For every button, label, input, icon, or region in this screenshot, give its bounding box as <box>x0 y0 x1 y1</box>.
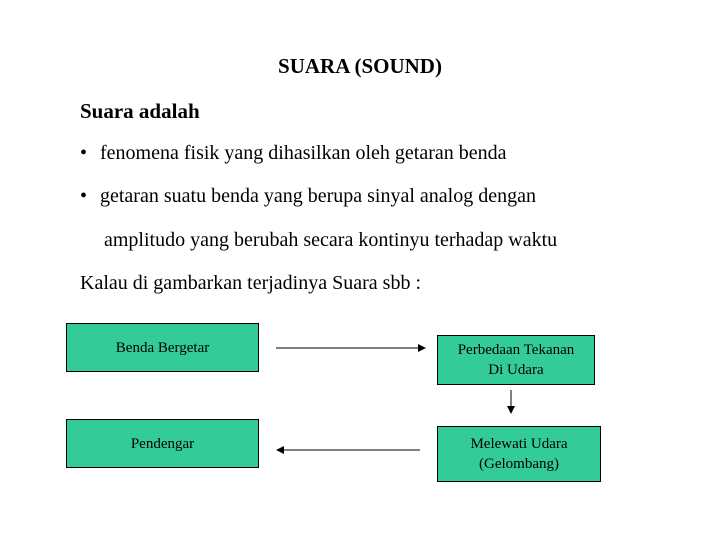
slide-title: SUARA (SOUND) <box>278 54 442 78</box>
intro-line: Kalau di gambarkan terjadinya Suara sbb : <box>80 272 421 294</box>
box-label-perbedaan-line2: Di Udara <box>488 362 544 378</box>
slide-subtitle: Suara adalah <box>80 99 200 123</box>
bullet-text-2: getaran suatu benda yang berupa sinyal analog dengan <box>100 185 536 207</box>
bullet-marker: • <box>80 185 88 207</box>
bullet-continuation: amplitudo yang berubah secara kontinyu terhadap waktu <box>104 229 558 251</box>
bullet-marker: • <box>80 142 88 164</box>
box-label-pendengar: Pendengar <box>130 435 195 452</box>
bullet-text-1: fenomena fisik yang dihasilkan oleh getaran benda <box>100 142 507 164</box>
box-label-melewati-line1: Melewati Udara <box>470 436 568 452</box>
box-label-benda-bergetar: Benda Bergetar <box>115 339 210 356</box>
box-label-perbedaan-line1: Perbedaan Tekanan <box>457 342 575 358</box>
box-label-melewati-line2: (Gelombang) <box>479 456 559 472</box>
